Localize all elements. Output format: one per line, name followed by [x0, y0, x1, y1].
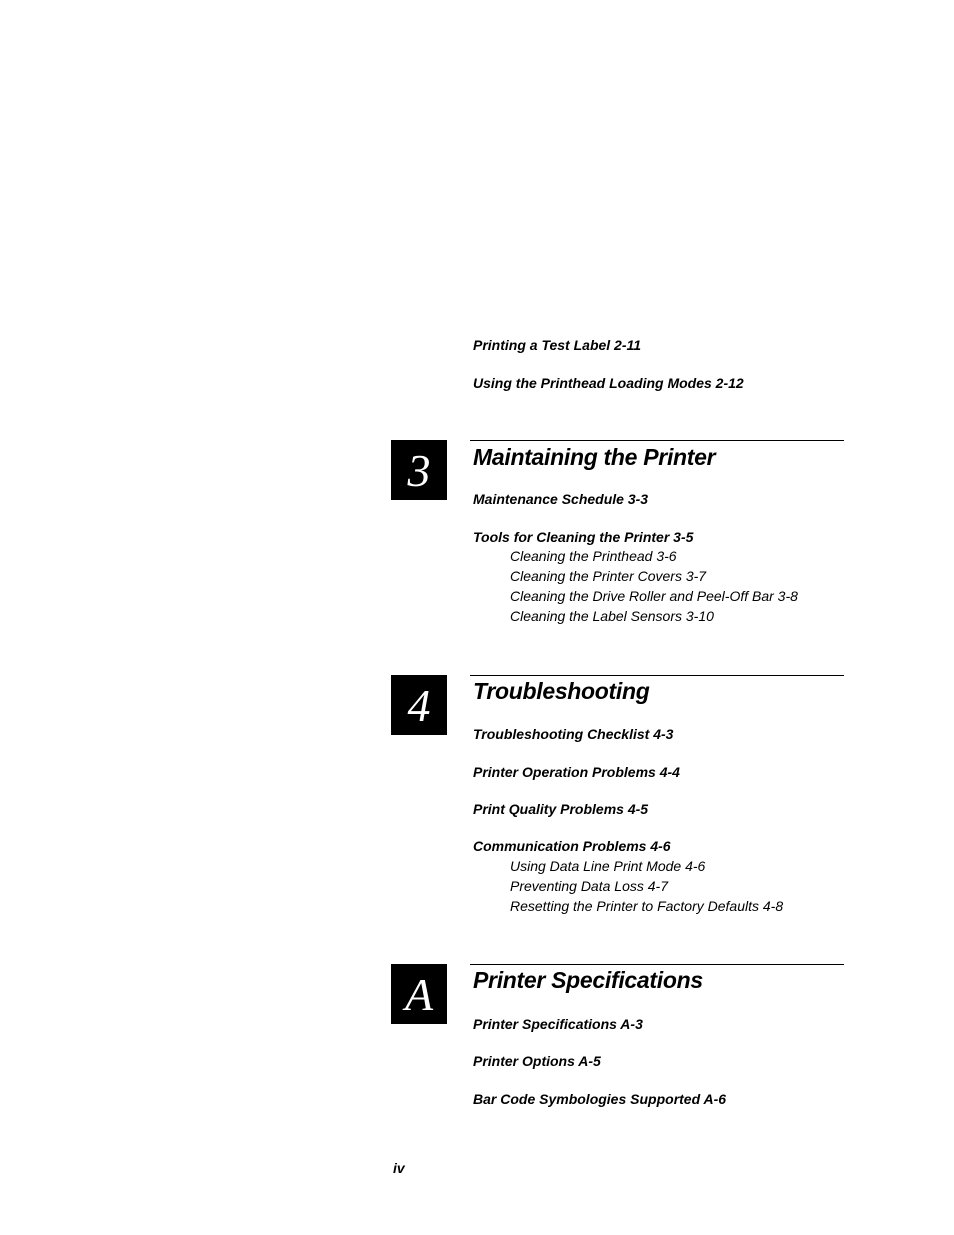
toc-entry-printhead-loading-modes: Using the Printhead Loading Modes 2-12	[473, 375, 744, 391]
toc-subentry-factory-defaults: Resetting the Printer to Factory Defaults 4-8	[510, 898, 784, 914]
toc-subentry-cleaning-covers: Cleaning the Printer Covers 3-7	[510, 568, 707, 584]
chapter-title-a: Printer Specifications	[473, 967, 703, 993]
toc-entry-troubleshooting-checklist: Troubleshooting Checklist 4-3	[473, 726, 674, 742]
toc-entry-maintenance-schedule: Maintenance Schedule 3-3	[473, 491, 649, 507]
toc-entry-tools-cleaning: Tools for Cleaning the Printer 3-5	[473, 529, 694, 545]
toc-subentry-data-line-print-mode: Using Data Line Print Mode 4-6	[510, 858, 706, 874]
chapter-rule-4	[470, 675, 844, 676]
toc-subentry-preventing-data-loss: Preventing Data Loss 4-7	[510, 878, 668, 894]
toc-entry-communication-problems: Communication Problems 4-6	[473, 838, 671, 854]
toc-entry-printer-operation-problems: Printer Operation Problems 4-4	[473, 764, 680, 780]
toc-subentry-cleaning-drive-roller: Cleaning the Drive Roller and Peel-Off Bar 3-8	[510, 588, 798, 604]
chapter-tab-a: A	[391, 964, 447, 1024]
toc-entry-printing-test-label: Printing a Test Label 2-11	[473, 337, 642, 353]
chapter-rule-a	[470, 964, 844, 965]
chapter-tab-3: 3	[391, 440, 447, 500]
toc-subentry-cleaning-sensors: Cleaning the Label Sensors 3-10	[510, 608, 714, 624]
page-number: iv	[393, 1160, 405, 1176]
toc-entry-printer-options: Printer Options A-5	[473, 1053, 601, 1069]
chapter-rule-3	[470, 440, 844, 441]
toc-entry-printer-specifications: Printer Specifications A-3	[473, 1016, 643, 1032]
toc-entry-bar-code-symbologies: Bar Code Symbologies Supported A-6	[473, 1091, 727, 1107]
toc-entry-print-quality-problems: Print Quality Problems 4-5	[473, 801, 649, 817]
chapter-title-3: Maintaining the Printer	[473, 444, 716, 470]
chapter-title-4: Troubleshooting	[473, 678, 650, 704]
toc-subentry-cleaning-printhead: Cleaning the Printhead 3-6	[510, 548, 677, 564]
chapter-tab-4: 4	[391, 675, 447, 735]
